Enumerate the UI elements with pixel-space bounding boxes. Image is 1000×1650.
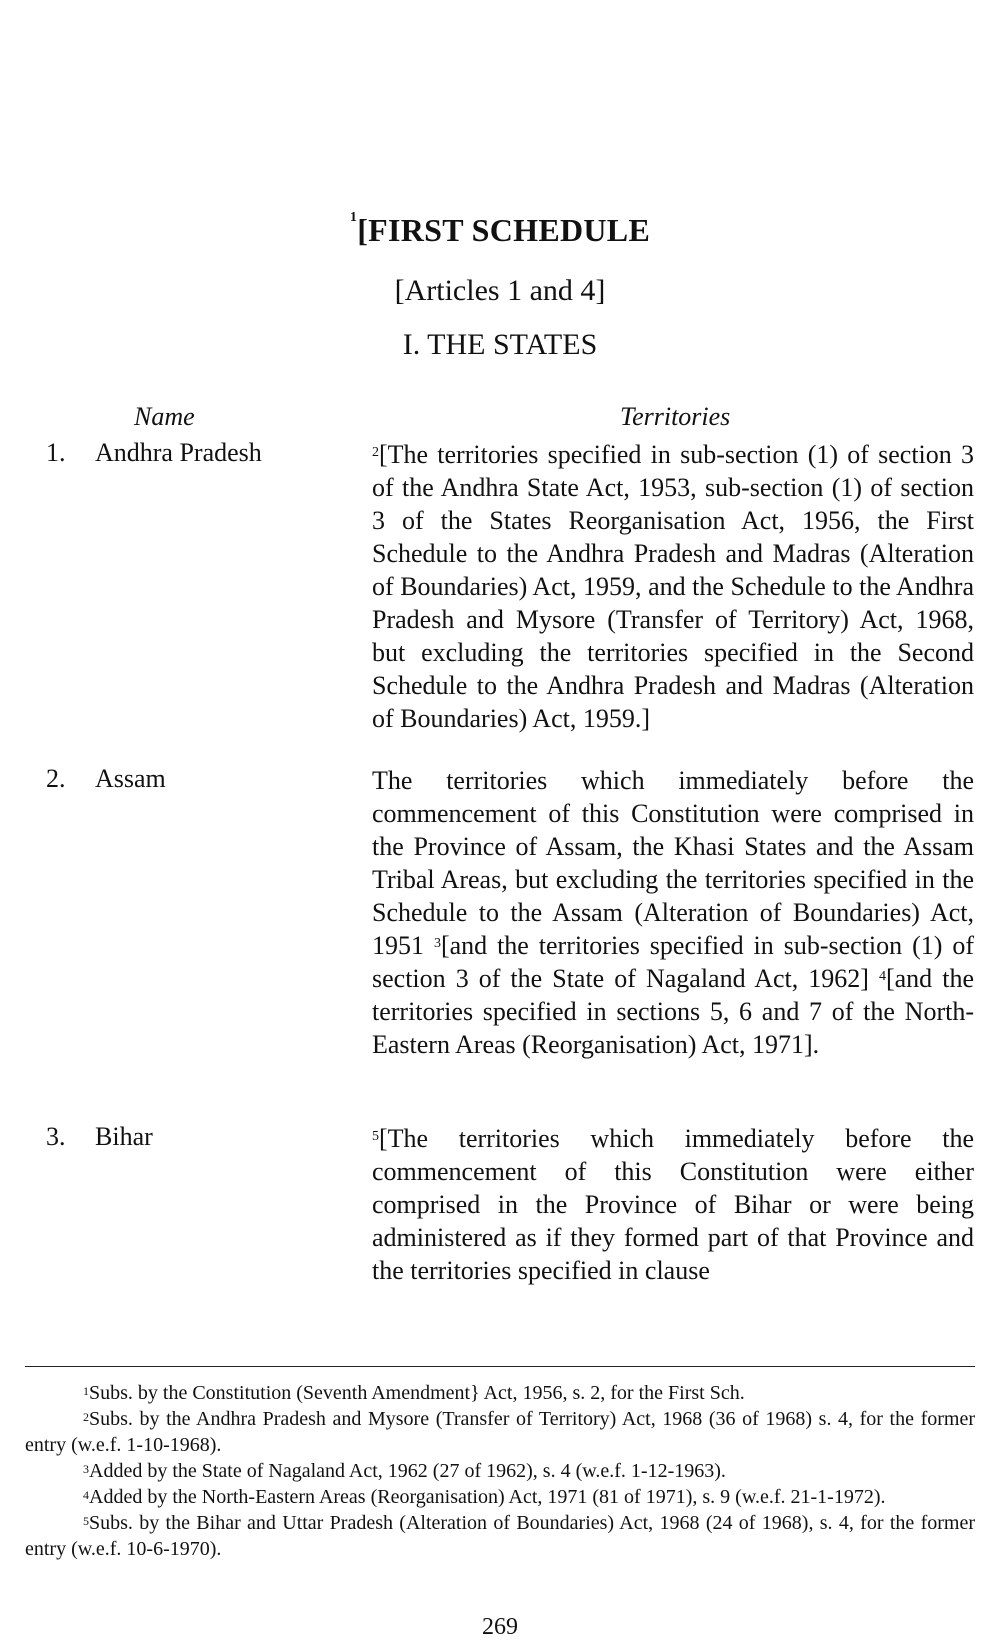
column-header-territories: Territories bbox=[620, 402, 731, 431]
state-name: Bihar bbox=[95, 1122, 153, 1151]
footnote bbox=[25, 1484, 975, 1510]
footnote-text: Added by the State of Nagaland Act, 1962 (27 of 1962), s. 4 (w.e.f. 1-12-1963). bbox=[89, 1460, 726, 1482]
state-name: Andhra Pradesh bbox=[95, 438, 262, 467]
articles-reference: [Articles 1 and 4] bbox=[394, 274, 606, 307]
territory-segment: The territories which immediately before the commencement of this Constitution were comprised in the Province of Assam, the Khasi States and the Assam Tribal Areas, but excluding the territories specified in the Schedule to the Assam (Alteration of Boundaries) Act, 1951 bbox=[372, 766, 974, 960]
footnotes bbox=[25, 1380, 975, 1562]
footnote-text: Subs. by the Andhra Pradesh and Mysore (Transfer of Territory) Act, 1968 (36 of 1968) s. 4, for the former entry (w.e.f. 1-10-1968). bbox=[25, 1408, 975, 1456]
footnote-marker: 4 bbox=[83, 1488, 89, 1502]
footnote-marker: 5 bbox=[83, 1514, 89, 1528]
footnote bbox=[25, 1380, 975, 1406]
footnote-marker: 3 bbox=[433, 936, 441, 951]
entry-number: 2. bbox=[46, 764, 66, 793]
territory-segment: [The territories specified in sub-section (1) of section 3 of the Andhra State Act, 1953, sub-section (1) of section 3 of the States Reorganisation Act, 1956, the First Schedule to the Andhra Pradesh and Madras (Alteration of Boundaries) Act, 1959, and the Schedule to the Andhra Pradesh and Mysore (Transfer of Territory) Act, 1968, but excluding the territories specified in the Second Schedule to the Andhra Pradesh and Madras (Alteration of Boundaries) Act, 1959.] bbox=[372, 440, 974, 733]
footnote-marker: 2 bbox=[372, 445, 379, 460]
footnote bbox=[25, 1510, 975, 1562]
schedule-title bbox=[0, 212, 1000, 249]
footnote-text: Added by the North-Eastern Areas (Reorganisation) Act, 1971 (81 of 1971), s. 9 (w.e.f. 21-1-1972). bbox=[89, 1486, 886, 1508]
footnote-text: Subs. by the Constitution (Seventh Amendment} Act, 1956, s. 2, for the First Sch. bbox=[89, 1382, 745, 1404]
footnote-marker: 1 bbox=[349, 210, 358, 225]
footnote bbox=[25, 1458, 975, 1484]
footnote-marker: 5 bbox=[372, 1129, 379, 1144]
section-heading: I. THE STATES bbox=[402, 328, 598, 361]
footnote-marker: 4 bbox=[878, 969, 886, 984]
page-number: 269 bbox=[482, 1614, 518, 1640]
footnote-divider bbox=[25, 1366, 975, 1367]
column-header-name: Name bbox=[134, 402, 195, 431]
territory-segment: [The territories which immediately before the commencement of this Constitution were either comprised in the Province of Bihar or were being administered as if they formed part of that Province and the territories specified in clause bbox=[372, 1124, 974, 1285]
footnote-text: Subs. by the Bihar and Uttar Pradesh (Alteration of Boundaries) Act, 1968 (24 of 1968), s. 4, for the former entry (w.e.f. 10-6-1970). bbox=[25, 1512, 975, 1560]
territory-segment: [and the territories specified in sub-section (1) of section 3 of the State of Nagaland Act, 1962] bbox=[372, 931, 974, 993]
entry-number: 3. bbox=[46, 1122, 66, 1151]
territory-segment: [and the territories specified in sections 5, 6 and 7 of the North-Eastern Areas (Reorganisation) Act, 1971]. bbox=[372, 964, 974, 1059]
footnote-marker: 3 bbox=[83, 1462, 89, 1476]
entry-number: 1. bbox=[46, 438, 66, 467]
state-name: Assam bbox=[95, 764, 166, 793]
territories-text bbox=[372, 764, 974, 1061]
footnote-marker: 1 bbox=[83, 1384, 89, 1398]
schedule-title-text: [FIRST SCHEDULE bbox=[357, 212, 651, 248]
territories-text bbox=[372, 438, 974, 735]
footnote bbox=[25, 1406, 975, 1458]
footnote-marker: 2 bbox=[83, 1410, 89, 1424]
territories-text bbox=[372, 1122, 974, 1287]
